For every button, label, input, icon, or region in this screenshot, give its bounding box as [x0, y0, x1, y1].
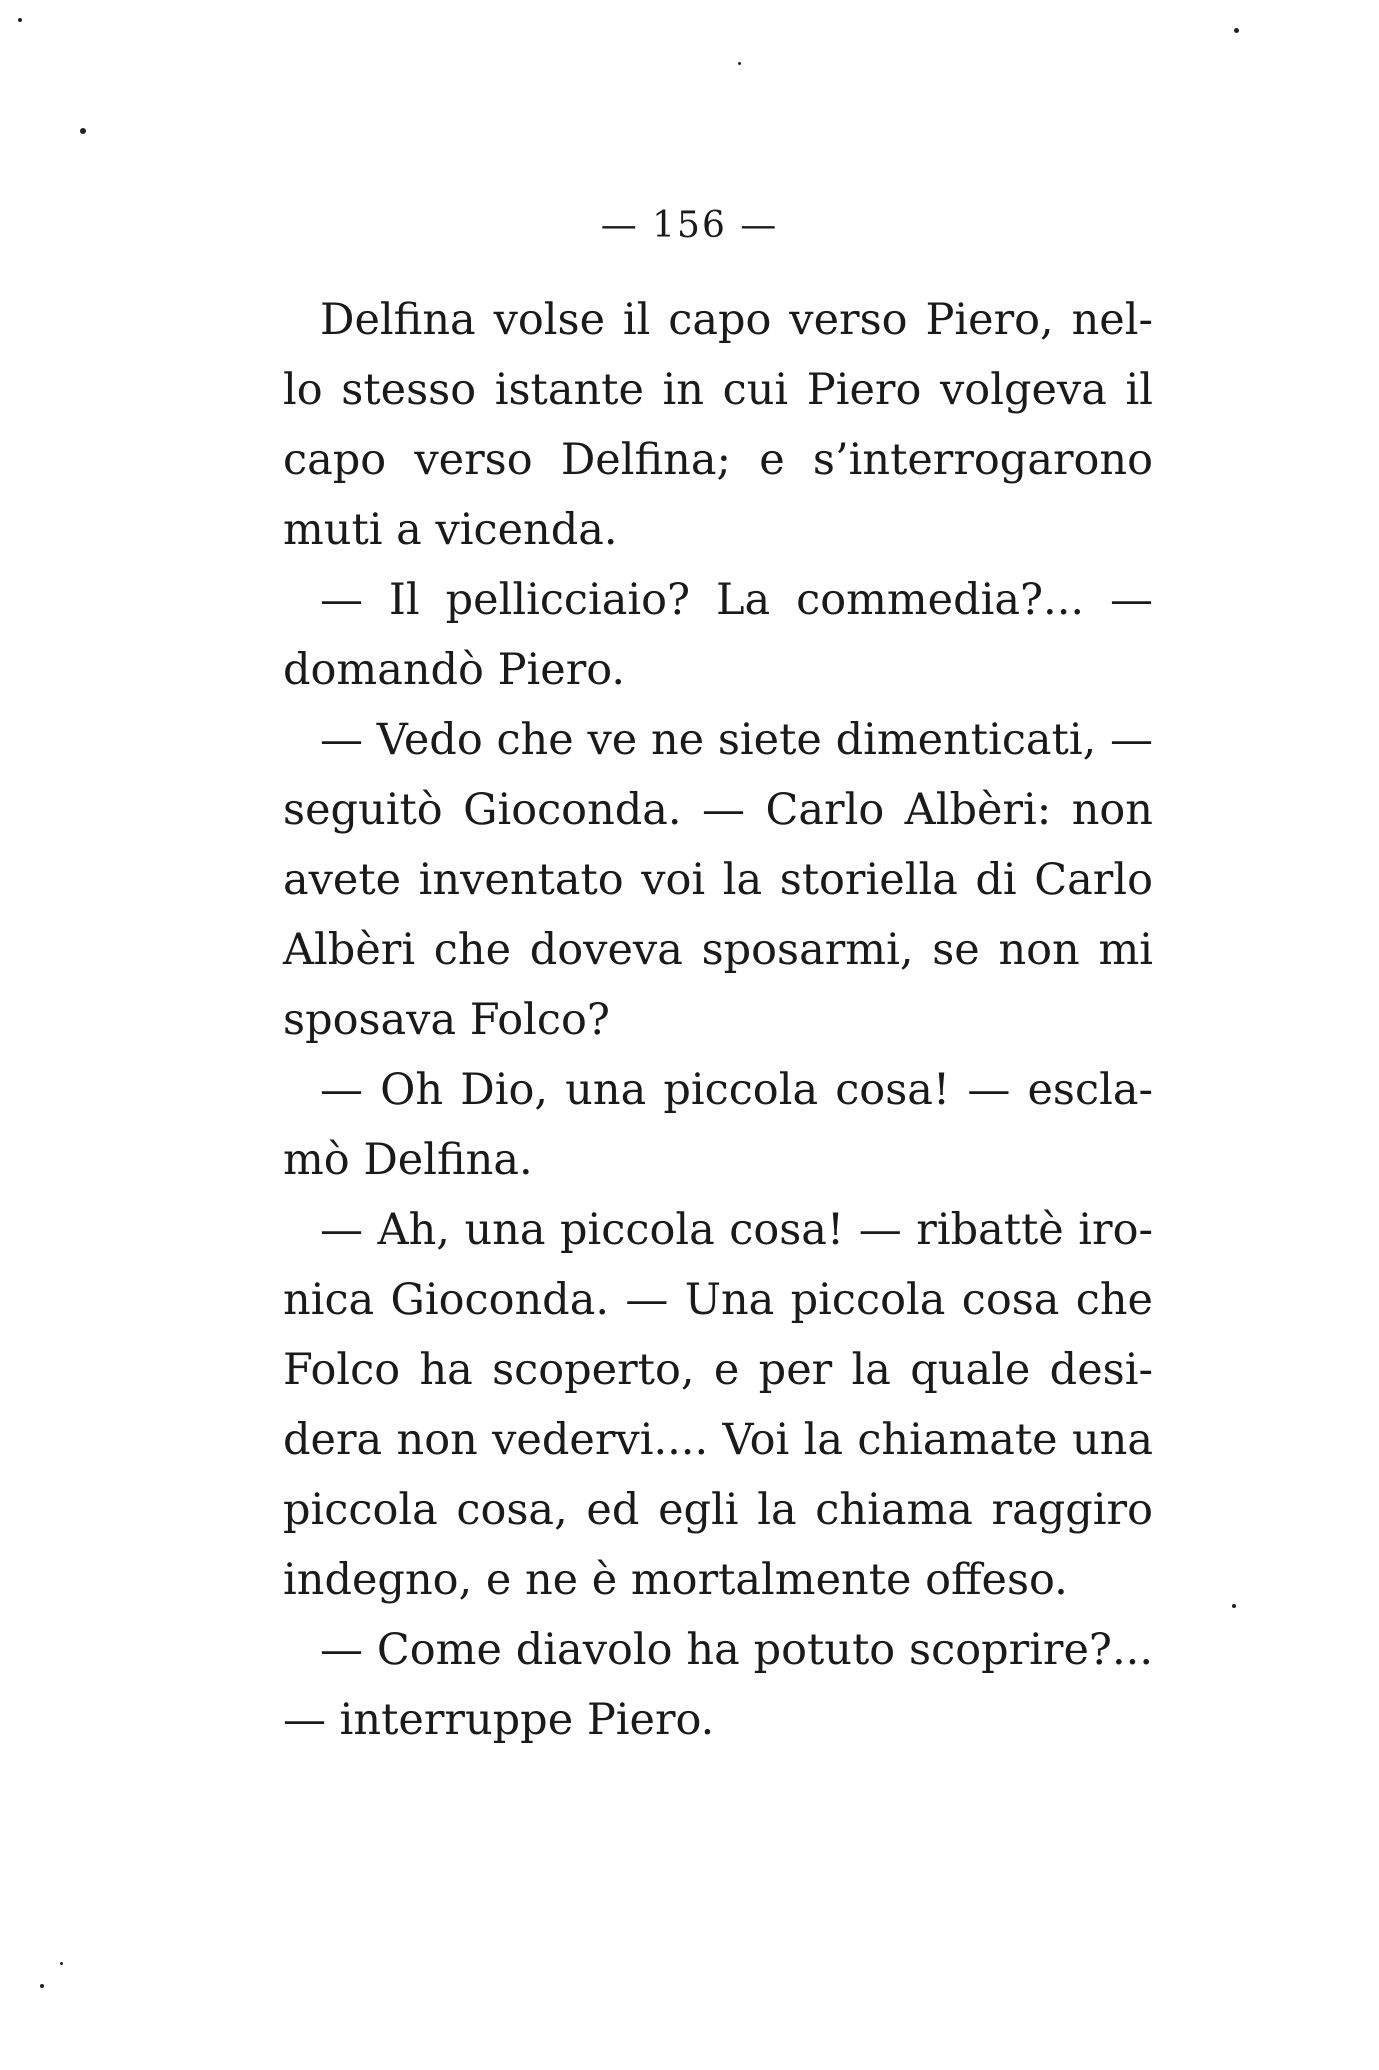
text-line: domandò Piero. [283, 645, 626, 695]
scan-speck [1232, 1604, 1236, 1608]
text-line: — Ah, una piccola cosa! — ribattè iro- [320, 1205, 1153, 1255]
text-line: avete inventato voi la storiella di Carlo [283, 855, 1153, 905]
text-line: nica Gioconda. — Una piccola cosa che [283, 1275, 1153, 1325]
text-line: Albèri che doveva sposarmi, se non mi [283, 925, 1153, 975]
text-line: mò Delfina. [283, 1135, 533, 1185]
scan-speck [1234, 28, 1239, 33]
text-line: seguitò Gioconda. — Carlo Albèri: non [283, 785, 1153, 835]
text-line: sposava Folco? [283, 995, 610, 1045]
text-line: Delfina volse il capo verso Piero, nel- [320, 295, 1153, 345]
text-line: — Vedo che ve ne siete dimenticati, — [320, 715, 1153, 765]
text-line: — Come diavolo ha potuto scoprire?... [320, 1625, 1153, 1675]
scan-speck [60, 1962, 63, 1965]
text-line: dera non vedervi.... Voi la chiamate una [283, 1415, 1153, 1465]
scan-speck [738, 62, 741, 65]
scan-speck [40, 1984, 44, 1988]
text-line: — Il pellicciaio? La commedia?... — [320, 575, 1153, 625]
page-number: — 156 — [600, 205, 779, 246]
text-line: muti a vicenda. [283, 505, 618, 555]
text-line: — interruppe Piero. [283, 1695, 715, 1745]
text-line: indegno, e ne è mortalmente offeso. [283, 1555, 1068, 1605]
text-line: piccola cosa, ed egli la chiama raggiro [283, 1485, 1153, 1535]
scan-speck [18, 18, 22, 22]
text-line: lo stesso istante in cui Piero volgeva il [283, 365, 1153, 415]
scan-speck [80, 128, 86, 134]
text-line: — Oh Dio, una piccola cosa! — escla- [320, 1065, 1153, 1115]
text-line: Folco ha scoperto, e per la quale desi- [283, 1345, 1153, 1395]
text-line: capo verso Delfina; e s’interrogarono [283, 435, 1153, 485]
